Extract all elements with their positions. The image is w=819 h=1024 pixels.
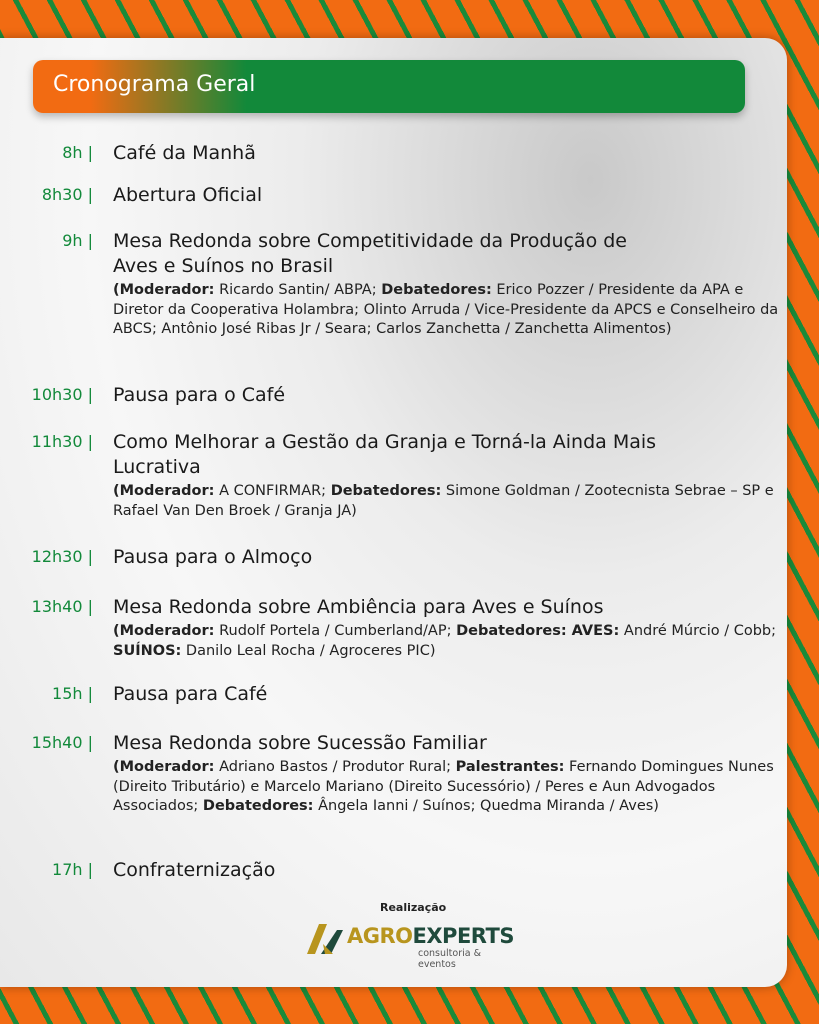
schedule-time: 8h30 |	[41, 185, 93, 204]
logo-mark-icon	[307, 924, 343, 954]
schedule-details	[113, 281, 793, 340]
logo-subtitle: consultoria & eventos	[418, 948, 481, 970]
schedule-time: 11h30 |	[31, 432, 93, 451]
details-segment: SUÍNOS:	[113, 642, 182, 659]
schedule-details	[113, 622, 793, 661]
schedule-title: Mesa Redonda sobre Sucessão Familiar	[113, 732, 487, 754]
schedule-title: Como Melhorar a Gestão da Granja e Torná-la Ainda Mais Lucrativa	[113, 431, 657, 478]
schedule-time: 8h |	[62, 143, 93, 162]
details-segment: Adriano Bastos / Produtor Rural;	[214, 759, 456, 775]
schedule-title: Café da Manhã	[113, 142, 256, 164]
details-segment: Ricardo Santin/ ABPA;	[214, 282, 382, 298]
details-segment: Danilo Leal Rocha / Agroceres PIC)	[181, 642, 436, 659]
details-segment: (Moderador:	[113, 623, 215, 639]
agroexperts-logo	[307, 920, 517, 970]
details-segment: André Múrcio / Cobb;	[619, 623, 777, 639]
details-segment: Debatedores:	[381, 282, 492, 298]
schedule-time: 9h |	[62, 231, 93, 250]
schedule-title: Confraternização	[113, 859, 276, 881]
details-segment: Debatedores:	[330, 483, 442, 499]
schedule-title: Mesa Redonda sobre Competitividade da Produção de Aves e Suínos no Brasil	[113, 230, 627, 277]
schedule-details	[113, 758, 793, 817]
logo-agro: AGRO	[347, 924, 413, 948]
schedule-title: Abertura Oficial	[113, 184, 263, 206]
details-segment: Erico Pozzer / Presidente da APA e Diretor da Cooperativa Holambra; Olinto Arruda / Vice-Presidente da APCS e Conselheiro da ABCS; Antônio José Ribas Jr / Seara; Carlos Zanchetta / Zanchetta Alimentos)	[113, 282, 779, 337]
details-segment: Palestrantes:	[455, 759, 565, 775]
schedule-time: 15h40 |	[31, 733, 93, 752]
header-bar	[33, 60, 745, 113]
schedule-time: 15h |	[52, 684, 93, 703]
details-segment: (Moderador:	[113, 282, 215, 298]
details-segment: Debatedores:	[202, 798, 314, 814]
schedule-time: 10h30 |	[31, 385, 93, 404]
schedule-title: Mesa Redonda sobre Ambiência para Aves e Suínos	[113, 596, 604, 618]
schedule-time: 12h30 |	[31, 547, 93, 566]
details-segment: Debatedores: AVES:	[456, 623, 620, 639]
schedule-details	[113, 482, 793, 521]
schedule-time: 13h40 |	[31, 597, 93, 616]
schedule-title: Pausa para o Café	[113, 384, 286, 406]
schedule-title: Pausa para Café	[113, 683, 268, 705]
details-segment: Fernando Domingues Nunes (Direito Tributário) e Marcelo Mariano (Direito Sucessório) / Peres e Aun Advogados Associados;	[113, 759, 774, 814]
details-segment: A CONFIRMAR;	[214, 483, 331, 499]
details-segment: (Moderador:	[113, 483, 215, 499]
schedule-title: Pausa para o Almoço	[113, 546, 313, 568]
details-segment: Rudolf Portela / Cumberland/AP;	[214, 623, 457, 639]
details-segment: Ângela Ianni / Suínos; Quedma Miranda / Aves)	[313, 798, 659, 814]
schedule-time: 17h |	[52, 860, 93, 879]
details-segment: Simone Goldman / Zootecnista Sebrae – SP e Rafael Van Den Broek / Granja JA)	[113, 483, 774, 519]
logo-experts: EXPERTS	[412, 924, 514, 948]
realizacao-label: Realização	[380, 901, 447, 914]
page-title: Cronograma Geral	[53, 72, 256, 97]
details-segment: (Moderador:	[113, 759, 215, 775]
